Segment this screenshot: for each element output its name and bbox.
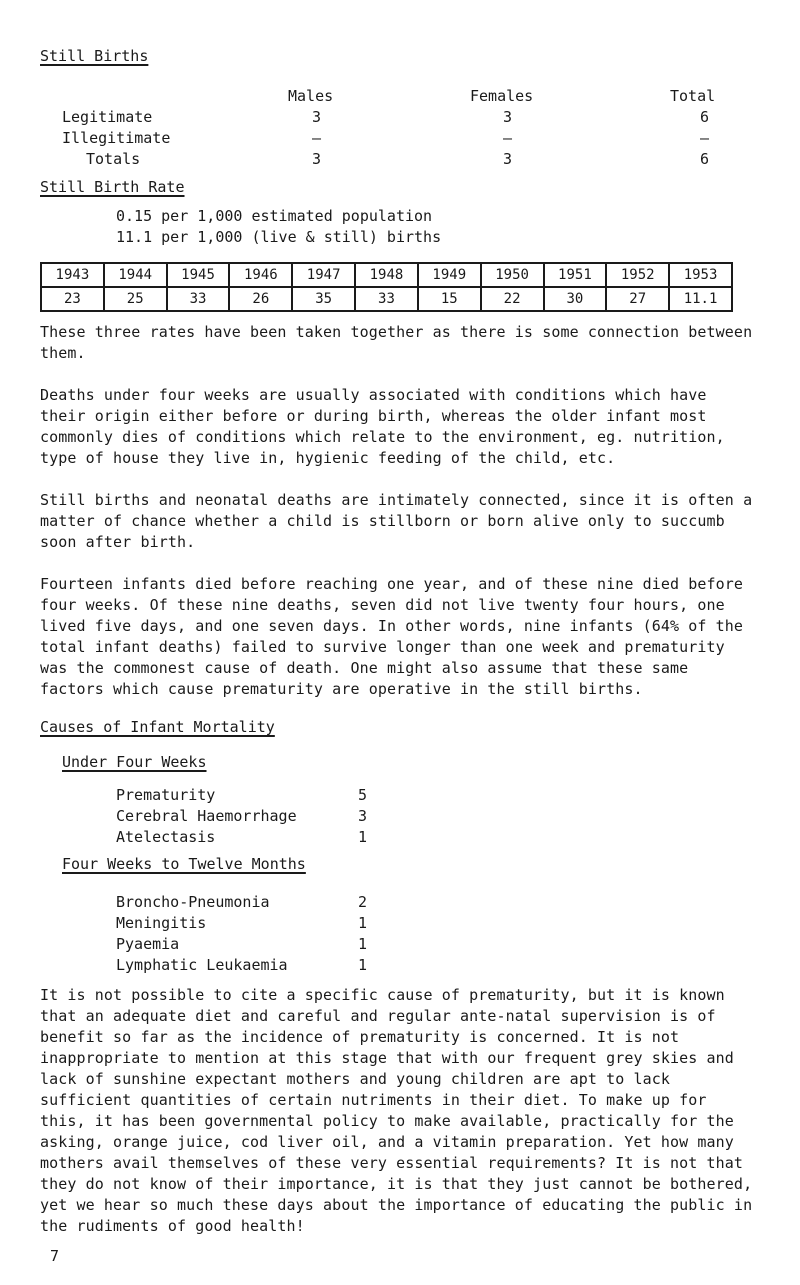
paragraph-rates-together: These three rates have been taken together as there is some connection between them.: [40, 323, 753, 362]
year-cell: 1944: [104, 263, 167, 287]
cause-label: Broncho-Pneumonia: [116, 893, 270, 911]
rate-heading: Still Birth Rate: [40, 178, 185, 196]
col-header-males: Males: [288, 87, 334, 105]
year-cell: 1952: [606, 263, 669, 287]
year-cell: 1943: [41, 263, 104, 287]
year-cell: 1951: [544, 263, 607, 287]
rate-cell: 11.1: [669, 287, 732, 311]
col-header-total: Total: [670, 87, 716, 105]
four-to-twelve-heading: Four Weeks to Twelve Months: [62, 855, 306, 873]
paragraph-fourteen-infants: Fourteen infants died before reaching one year, and of these nine died before four weeks. Of these nine deaths, seven did not live twenty four hours, one lived five days, and one seven days. In other words, nine infants (64% of the total infant deaths) failed to survive longer than one week and prematurity was the commonest cause of death. One might also assume that these same factors which cause prematurity are operative in the still births.: [40, 575, 744, 698]
paragraph-prematurity-causes: It is not possible to cite a specific cause of prematurity, but it is known that an adequate diet and careful and regular ante-natal supervision is of benefit so far as the incidence of prematurity is concerned. It is not inappropriate to mention at this stage that with our frequent grey skies and lack of sunshine expectant mothers and young children are apt to lack sufficient quantities of certain nutriments in their diet. To make up for this, it has been governmental policy to make available, practically for the asking, orange juice, cod liver oil, and a vitamin preparation. Yet how many mothers avail themselves of these very essential requirements? It is not that they do not know of their importance, it is that they just cannot be bothered, yet we hear so much these days about the importance of educating the public in the rudiments of good health!: [40, 986, 753, 1235]
year-cell: 1945: [167, 263, 230, 287]
cell-illegit-males: –: [312, 129, 322, 147]
cause-label: Prematurity: [116, 786, 216, 804]
rate-cell: 15: [418, 287, 481, 311]
page-number: 7: [50, 1247, 60, 1265]
cell-totals-females: 3: [503, 150, 513, 168]
cell-illegit-total: –: [700, 129, 710, 147]
cell-totals-total: 6: [700, 150, 710, 168]
year-cell: 1950: [481, 263, 544, 287]
years-row: [41, 263, 732, 287]
paragraph-deaths-under-four-weeks: Deaths under four weeks are usually associated with conditions which have their origin either before or during birth, whereas the older infant most commonly dies of conditions which relate to the environment, eg. nutrition, type of house they live in, hygienic feeding of the child, etc.: [40, 386, 725, 467]
rate-cell: 26: [229, 287, 292, 311]
cause-count: 2: [358, 893, 368, 911]
cell-legit-total: 6: [700, 108, 710, 126]
cell-illegit-females: –: [503, 129, 513, 147]
year-cell: 1947: [292, 263, 355, 287]
yearly-rates-table: [40, 262, 733, 312]
row-label-totals: Totals: [86, 150, 141, 168]
year-cell: 1949: [418, 263, 481, 287]
col-header-females: Females: [470, 87, 534, 105]
year-cell: 1948: [355, 263, 418, 287]
rate-cell: 33: [355, 287, 418, 311]
cause-count: 5: [358, 786, 368, 804]
cell-legit-males: 3: [312, 108, 322, 126]
year-cell: 1953: [669, 263, 732, 287]
cause-count: 3: [358, 807, 368, 825]
row-label-legitimate: Legitimate: [62, 108, 153, 126]
rate-cell: 35: [292, 287, 355, 311]
cause-count: 1: [358, 828, 368, 846]
rate-cell: 33: [167, 287, 230, 311]
cause-count: 1: [358, 914, 368, 932]
year-cell: 1946: [229, 263, 292, 287]
rate-cell: 25: [104, 287, 167, 311]
causes-heading: Causes of Infant Mortality: [40, 718, 275, 736]
cause-count: 1: [358, 956, 368, 974]
rate-line-population: 0.15 per 1,000 estimated population: [116, 207, 433, 225]
cause-label: Atelectasis: [116, 828, 216, 846]
rate-cell: 22: [481, 287, 544, 311]
paragraph-neonatal: Still births and neonatal deaths are intimately connected, since it is often a matter of chance whether a child is stillborn or born alive only to succumb soon after birth.: [40, 491, 753, 551]
rate-cell: 30: [544, 287, 607, 311]
cause-label: Cerebral Haemorrhage: [116, 807, 297, 825]
cell-legit-females: 3: [503, 108, 513, 126]
under-four-weeks-heading: Under Four Weeks: [62, 753, 207, 771]
row-label-illegitimate: Illegitimate: [62, 129, 171, 147]
page-heading: Still Births: [40, 47, 149, 65]
cause-count: 1: [358, 935, 368, 953]
cause-label: Meningitis: [116, 914, 207, 932]
rate-line-births: 11.1 per 1,000 (live & still) births: [116, 228, 442, 246]
values-row: [41, 287, 732, 311]
rate-cell: 27: [606, 287, 669, 311]
rate-cell: 23: [41, 287, 104, 311]
cause-label: Pyaemia: [116, 935, 180, 953]
cell-totals-males: 3: [312, 150, 322, 168]
cause-label: Lymphatic Leukaemia: [116, 956, 288, 974]
